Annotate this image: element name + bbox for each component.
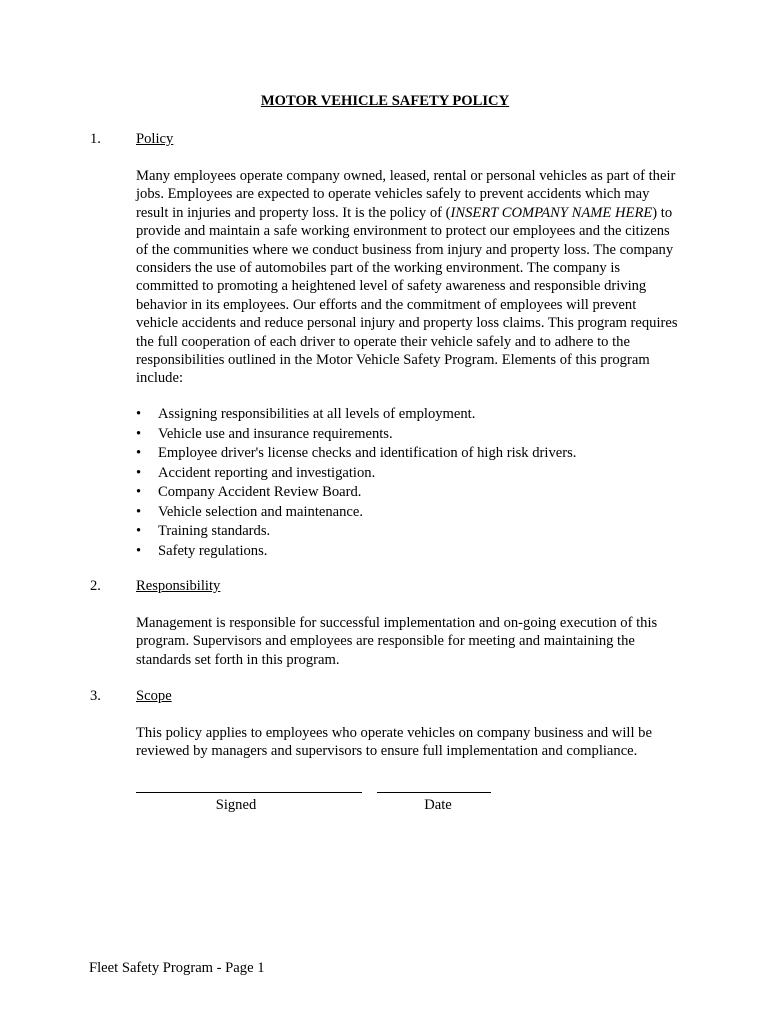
section-number-3: 3.	[90, 688, 101, 704]
list-item-text: Safety regulations.	[158, 542, 268, 559]
bullet-icon: •	[136, 542, 142, 559]
policy-paragraph	[136, 167, 681, 388]
policy-text-after: ) to provide and maintain a safe working environment to protect our employees and the citizens of the communities where we conduct business from injury and property loss. The company considers the use of automobiles part of the working environment. The company is committed to promoting a heightened level of safety awareness and responsible driving behavior in its employees. Our efforts and the commitment of employees will prevent vehicle accidents and reduce personal injury and property loss claims. This program requires the full cooperation of each driver to operate their vehicle safely and to adhere to the responsibilities outlined in the Motor Vehicle Safety Program. Elements of this program include:	[136, 204, 678, 387]
list-item	[136, 483, 576, 503]
list-item-text: Accident reporting and investigation.	[158, 464, 376, 481]
list-item-text: Company Accident Review Board.	[158, 484, 362, 500]
company-name-placeholder: INSERT COMPANY NAME HERE	[450, 204, 653, 221]
bullet-icon: •	[136, 523, 142, 539]
date-line[interactable]	[377, 792, 491, 793]
section-number-2: 2.	[90, 578, 101, 594]
list-item	[136, 405, 576, 425]
signature-line[interactable]	[136, 792, 362, 793]
bullet-icon: •	[136, 425, 142, 442]
signed-label: Signed	[215, 797, 257, 813]
bullet-icon: •	[136, 445, 142, 461]
list-item	[136, 425, 576, 445]
list-item	[136, 503, 576, 523]
bullet-icon: •	[136, 406, 142, 422]
list-item-text: Vehicle selection and maintenance.	[158, 503, 364, 520]
list-item	[136, 522, 576, 542]
list-item-text: Assigning responsibilities at all levels of employment.	[158, 406, 476, 422]
page-footer: Fleet Safety Program - Page 1	[89, 960, 265, 976]
section-heading-policy: Policy	[136, 131, 174, 147]
list-item	[136, 444, 576, 464]
section-heading-responsibility: Responsibility	[136, 578, 221, 594]
list-item	[136, 542, 576, 562]
date-label: Date	[424, 797, 452, 813]
policy-text-before: Many employees operate company owned, leased, rental or personal vehicles as part of their jobs. Employees are expected to operate vehicles safely to prevent accidents which may result in injuries and property loss. It is the policy of (	[136, 168, 676, 221]
list-item	[136, 464, 576, 484]
responsibility-paragraph: Management is responsible for successful implementation and on-going execution of this program. Supervisors and employees are responsible for meeting and maintaining the standards set forth in this program.	[136, 615, 658, 668]
section-heading-scope: Scope	[136, 688, 172, 704]
bullet-icon: •	[136, 464, 142, 481]
scope-paragraph: This policy applies to employees who operate vehicles on company business and will be reviewed by managers and supervisors to ensure full implementation and compliance.	[136, 725, 652, 760]
bullet-icon: •	[136, 484, 142, 500]
list-item-text: Employee driver's license checks and identification of high risk drivers.	[158, 445, 577, 461]
program-elements-list	[136, 405, 576, 561]
list-item-text: Training standards.	[158, 523, 271, 539]
list-item-text: Vehicle use and insurance requirements.	[158, 425, 393, 442]
section-number-1: 1.	[90, 131, 101, 147]
document-title: MOTOR VEHICLE SAFETY POLICY	[260, 93, 510, 109]
bullet-icon: •	[136, 503, 142, 520]
